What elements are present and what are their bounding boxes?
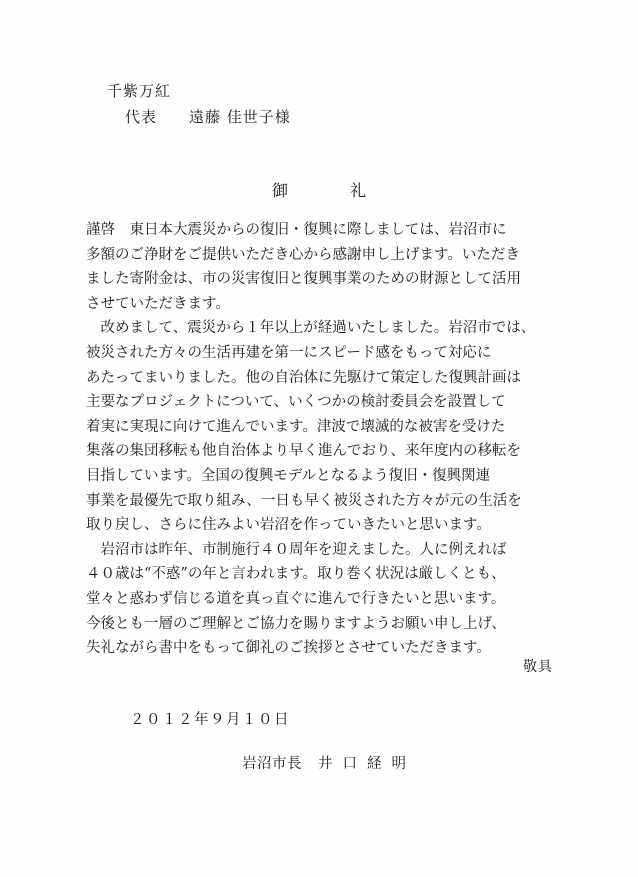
body-line: 今後とも一層のご理解とご協力を賜りますようお願い申し上げ、 — [86, 615, 506, 632]
letter-title — [0, 178, 638, 201]
recipient-organization: 千紫万紅 — [107, 82, 172, 100]
body-line: 事業を最優先で取り組み、一日も早く被災された方々が元の生活を — [86, 492, 522, 509]
body-line: させていただきます。 — [86, 295, 230, 312]
body-line: 取り戻し、さらに住みよい岩沼を作っていきたいと思います。 — [86, 517, 491, 534]
sender-name: 井口経明 — [318, 756, 416, 772]
title-char-2: 礼 — [350, 181, 367, 200]
title-char-1: 御 — [271, 181, 288, 200]
sender-signature — [242, 752, 416, 773]
body-line: 堂々と惑わず信じる道を真っ直ぐに進んで行きたいと思います。 — [86, 590, 506, 607]
sender-title: 岩沼市長 — [242, 756, 302, 772]
closing-phrase: 敬具 — [523, 659, 553, 675]
body-line: ４０歳は“不惑”の年と言われます。取り巻く状況は厳しくとも、 — [86, 566, 506, 583]
body-line: ました寄附金は、市の災害復旧と復興事業のための財源として活用 — [86, 271, 521, 288]
body-line: あたってまいりました。他の自治体に先駆けて策定した復興計画は — [86, 369, 521, 386]
letter-body — [86, 218, 552, 661]
body-line: 着実に実現に向けて進んでいます。津波で壊滅的な被害を受けた — [86, 418, 506, 435]
body-line: 岩沼市は昨年、市制施行４０周年を迎えました。人に例えれば — [86, 541, 507, 558]
body-line: 改めまして、震災から１年以上が経過いたしました。岩沼市では、 — [86, 320, 536, 337]
body-line: 多額のご浄財をご提供いただき心から感謝申し上げます。いただき — [86, 246, 520, 263]
body-line: 謹啓 東日本大震災からの復旧・復興に際しましては、岩沼市に — [86, 222, 507, 238]
body-line: 主要なプロジェクトについて、いくつかの検討委員会を設置して — [86, 394, 506, 411]
recipient-name: 遠藤 佳世子様 — [189, 108, 291, 126]
body-line: 集落の集団移転も他自治体より早く進んでおり、来年度内の移転を — [86, 443, 521, 460]
letter-date: ２０１２年９月１０日 — [130, 712, 290, 728]
body-line: 被災された方々の生活再建を第一にスピード感をもって対応に — [86, 344, 492, 361]
recipient-representative — [125, 106, 291, 127]
body-line: 目指しています。全国の復興モデルとなるよう復旧・復興関連 — [86, 467, 491, 484]
recipient-role: 代表 — [125, 108, 158, 126]
body-line: 失礼ながら書中をもって御礼のご挨拶とさせていただきます。 — [86, 640, 491, 657]
